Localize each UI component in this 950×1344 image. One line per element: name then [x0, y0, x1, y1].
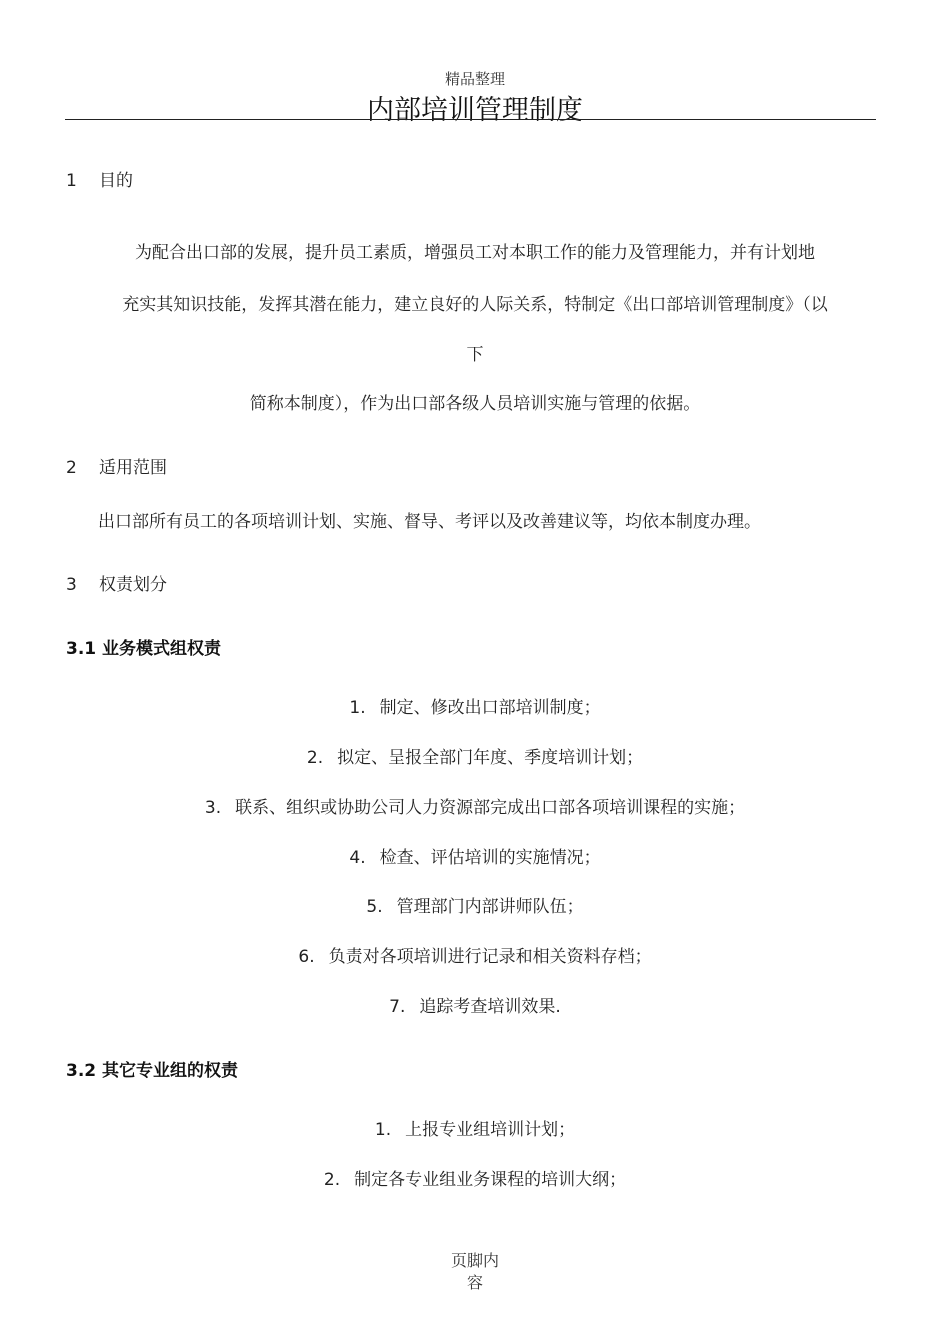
document-title: 内部培训管理制度 — [367, 95, 583, 126]
section-1-title: 目的 — [99, 171, 133, 191]
list-item: 1. 制定、修改出口部培训制度； — [349, 698, 601, 718]
section-1-para-line-2: 充实其知识技能，发挥其潜在能力，建立良好的人际关系，特制定《出口部培训管理制度》（以 — [122, 295, 828, 315]
header-top-text: 精品整理 — [444, 70, 505, 88]
list-item: 1. 上报专业组培训计划； — [374, 1120, 576, 1140]
section-3-heading — [66, 570, 167, 595]
footer-line-2: 容 — [466, 1273, 483, 1292]
subsection-3-2-title: 3.2 其它专业组的权责 — [66, 1061, 239, 1081]
section-3-title: 权责划分 — [99, 575, 167, 595]
list-item: 5. 管理部门内部讲师队伍； — [366, 897, 584, 917]
section-2-paragraph: 出口部所有员工的各项培训计划、实施、督导、考评以及改善建议等，均依本制度办理。 — [98, 512, 761, 532]
footer-line-1: 页脚内 — [450, 1251, 499, 1270]
section-1-heading — [66, 166, 133, 191]
list-item: 7. 追踪考查培训效果. — [389, 997, 561, 1017]
section-1-para-line-3: 下 — [466, 345, 484, 365]
list-item: 6. 负责对各项培训进行记录和相关资料存档； — [298, 947, 652, 967]
subsection-3-1-title: 3.1 业务模式组权责 — [66, 639, 222, 659]
section-2-title: 适用范围 — [99, 458, 167, 478]
section-2-heading — [66, 453, 167, 478]
list-item: 3. 联系、组织或协助公司人力资源部完成出口部各项培训课程的实施； — [204, 798, 746, 818]
section-1-para-line-1: 为配合出口部的发展，提升员工素质，增强员工对本职工作的能力及管理能力，并有计划地 — [135, 243, 815, 263]
page-footer — [0, 1250, 950, 1294]
section-3-number: 3 — [66, 575, 77, 595]
section-1-para-line-4: 简称本制度），作为出口部各级人员培训实施与管理的依据。 — [249, 394, 701, 414]
list-item: 2. 制定各专业组业务课程的培训大纲； — [323, 1170, 627, 1190]
section-1-number: 1 — [66, 171, 77, 191]
section-2-number: 2 — [66, 458, 77, 478]
list-item: 4. 检查、评估培训的实施情况； — [349, 848, 601, 868]
header-rule — [65, 119, 876, 120]
list-item: 2. 拟定、呈报全部门年度、季度培训计划； — [306, 748, 644, 768]
